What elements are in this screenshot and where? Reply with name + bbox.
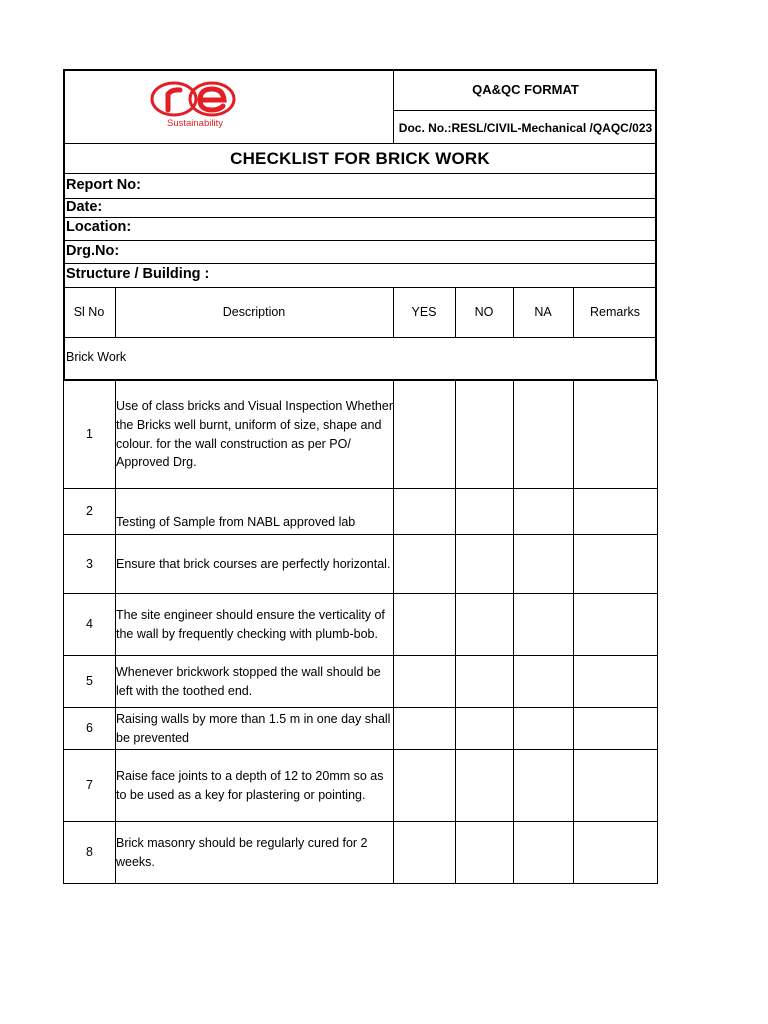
row-no-cell[interactable] [456,594,514,656]
row-na-cell[interactable] [514,594,574,656]
row-sl-no: 1 [64,381,116,489]
table-row [64,535,658,594]
row-yes-cell[interactable] [394,656,456,708]
table-row [64,708,658,750]
row-no-cell[interactable] [456,656,514,708]
row-yes-cell[interactable] [394,594,456,656]
drg-no-label: Drg.No: [66,243,120,259]
row-remarks-cell[interactable] [574,750,658,822]
checklist-table [63,380,658,884]
column-divider [115,287,116,337]
column-header-na: NA [534,305,552,319]
row-description: Whenever brickwork stopped the wall should be left with the toothed end. [116,656,394,708]
row-sl-no: 4 [64,594,116,656]
table-row [64,381,658,489]
row-no-cell[interactable] [456,822,514,884]
column-divider [393,287,394,337]
column-divider [455,287,456,337]
row-remarks-cell[interactable] [574,822,658,884]
row-sl-no: 7 [64,750,116,822]
table-row [64,656,658,708]
row-no-cell[interactable] [456,381,514,489]
row-remarks-cell[interactable] [574,381,658,489]
row-yes-cell[interactable] [394,708,456,750]
row-na-cell[interactable] [514,381,574,489]
structure-label: Structure / Building : [66,266,210,282]
date-label: Date: [66,199,103,215]
document-number: Doc. No.:RESL/CIVIL-Mechanical /QAQC/023 [393,111,657,144]
row-description: Raising walls by more than 1.5 m in one day shall be prevented [116,708,394,750]
column-header-no: NO [474,305,494,319]
location-label: Location: [66,219,132,235]
row-description: Ensure that brick courses are perfectly horizontal. [116,535,394,594]
row-yes-cell[interactable] [394,489,456,535]
logo-tagline: Sustainability [167,118,223,129]
section-label: Brick Work [66,350,127,364]
row-sl-no: 3 [64,535,116,594]
divider [63,198,657,199]
table-row [64,822,658,884]
row-description: Raise face joints to a depth of 12 to 20mm so as to be used as a key for plastering or pointing. [116,750,394,822]
company-logo [150,80,240,132]
column-divider [513,287,514,337]
row-description: Testing of Sample from NABL approved lab [116,489,394,535]
table-row [64,594,658,656]
row-sl-no: 5 [64,656,116,708]
divider [63,173,657,174]
row-na-cell[interactable] [514,708,574,750]
row-yes-cell[interactable] [394,535,456,594]
column-header-description: Description [222,305,286,319]
row-remarks-cell[interactable] [574,535,658,594]
row-no-cell[interactable] [456,708,514,750]
row-sl-no: 8 [64,822,116,884]
row-description: Use of class bricks and Visual Inspection Whether the Bricks well burnt, uniform of size, shape and colour. for the wall construction as per PO/ Approved Drg. [116,381,394,489]
row-yes-cell[interactable] [394,822,456,884]
divider [63,263,657,264]
row-na-cell[interactable] [514,656,574,708]
row-remarks-cell[interactable] [574,708,658,750]
row-yes-cell[interactable] [394,750,456,822]
row-sl-no: 2 [64,489,116,535]
row-remarks-cell[interactable] [574,594,658,656]
report-no-label: Report No: [66,177,141,193]
divider [63,240,657,241]
row-na-cell[interactable] [514,750,574,822]
row-sl-no: 6 [64,708,116,750]
divider [63,217,657,218]
row-remarks-cell[interactable] [574,656,658,708]
format-label: QA&QC FORMAT [393,69,657,111]
row-remarks-cell[interactable] [574,489,658,535]
divider [63,337,657,338]
column-header-remarks: Remarks [589,305,640,319]
row-yes-cell[interactable] [394,381,456,489]
column-divider [573,287,574,337]
table-row [64,750,658,822]
row-no-cell[interactable] [456,489,514,535]
row-no-cell[interactable] [456,535,514,594]
row-no-cell[interactable] [456,750,514,822]
row-description: The site engineer should ensure the verticality of the wall by frequently checking with plumb-bob. [116,594,394,656]
row-description: Brick masonry should be regularly cured for 2 weeks. [116,822,394,884]
column-divider [393,69,394,144]
row-na-cell[interactable] [514,535,574,594]
column-header-yes: YES [411,305,437,319]
page-title: CHECKLIST FOR BRICK WORK [230,148,490,168]
row-na-cell[interactable] [514,489,574,535]
column-header-sl-no: Sl No [73,305,105,319]
table-row [64,489,658,535]
row-na-cell[interactable] [514,822,574,884]
